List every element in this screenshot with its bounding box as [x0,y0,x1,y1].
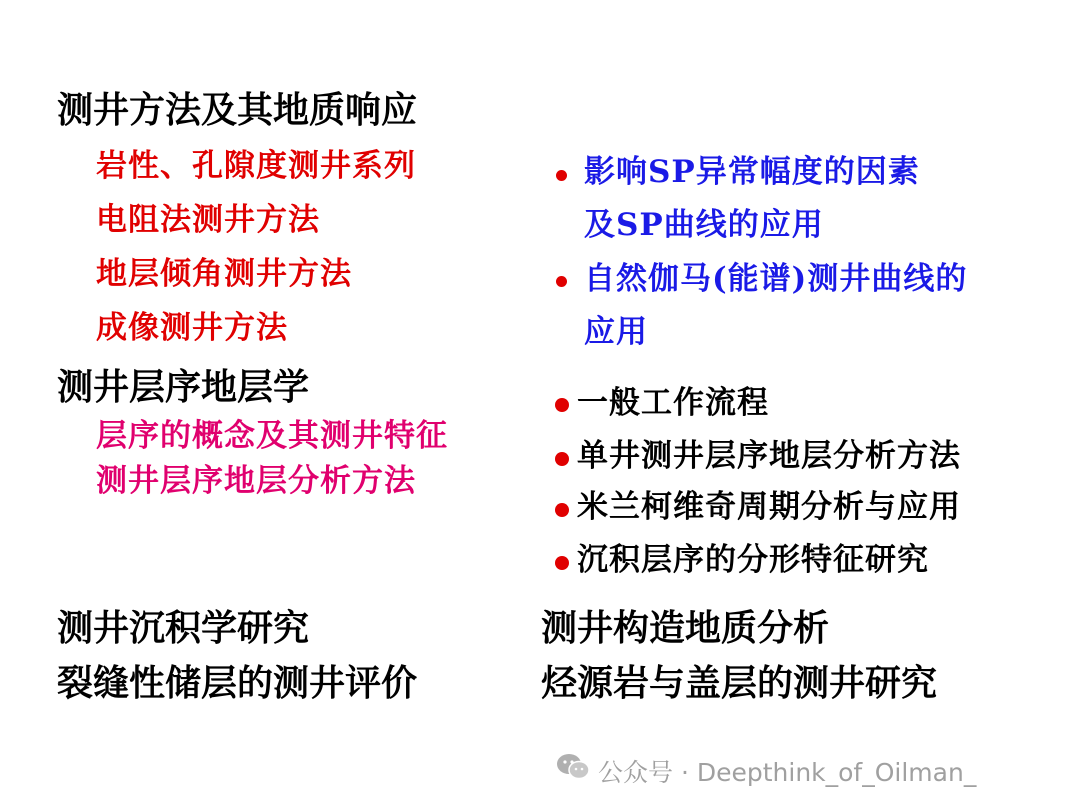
bullet-icon [555,556,569,570]
sp-factors-line1: 影响SP异常幅度的因素 [584,154,920,190]
item-single-well-analysis: 单井测井层序地层分析方法 [577,438,961,474]
bullet-icon [555,503,569,517]
sub-item-dipmeter: 地层倾角测井方法 [96,256,352,292]
sp-factors-line2: 及SP曲线的应用 [584,207,824,243]
gamma-ray-line1: 自然伽马(能谱)测井曲线的 [584,261,968,297]
sub-item-sequence-analysis: 测井层序地层分析方法 [96,463,416,499]
bullet-icon [556,276,567,287]
heading-source-rock-caprock: 烃源岩与盖层的测井研究 [541,663,938,704]
heading-fractured-reservoir: 裂缝性储层的测井评价 [57,663,418,704]
watermark-text: 公众号 · Deepthink_of_Oilman_ [598,758,977,787]
item-fractal: 沉积层序的分形特征研究 [577,542,929,578]
sub-item-sequence-concept: 层序的概念及其测井特征 [96,418,448,454]
heading-logging-methods: 测井方法及其地质响应 [57,90,418,131]
bullet-icon [555,452,569,466]
item-workflow: 一般工作流程 [577,385,769,421]
item-milankovitch: 米兰柯维奇周期分析与应用 [577,489,961,525]
bullet-icon [556,170,567,181]
gamma-ray-line2: 应用 [584,314,648,350]
sub-item-imaging: 成像测井方法 [96,310,288,346]
bullet-icon [555,398,569,412]
sub-item-resistivity: 电阻法测井方法 [96,202,320,238]
heading-sedimentology: 测井沉积学研究 [57,608,310,649]
heading-structural-analysis: 测井构造地质分析 [541,608,830,649]
sub-item-lithology-porosity: 岩性、孔隙度测井系列 [96,148,416,184]
wechat-icon [556,753,590,781]
heading-sequence-stratigraphy: 测井层序地层学 [57,367,310,408]
